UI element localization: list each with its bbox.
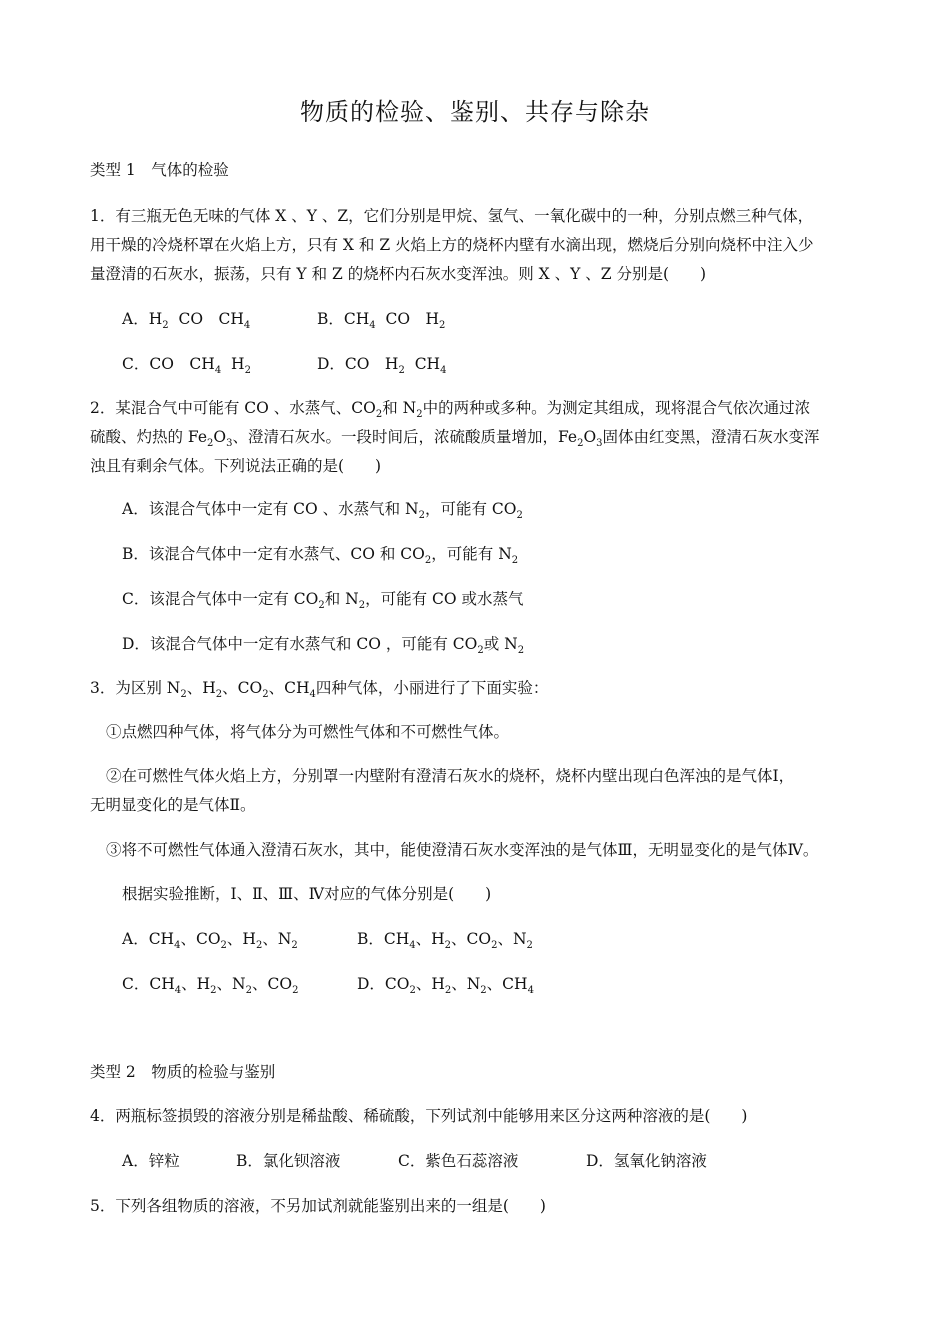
q1-option-c: C．CO $CH_4$ $H_2$: [122, 355, 251, 376]
section-heading-2: 类型 2 物质的检验与鉴别: [90, 1063, 276, 1081]
q1-options-row-1: [122, 305, 902, 334]
q2-line-1: 2．某混合气中可能有 CO 、水蒸气、$CO_2$和 $N_2$中的两种或多种。为测定其组成，现将混合气依次通过浓: [90, 399, 811, 420]
q4-option-d: D．氢氧化钠溶液: [586, 1152, 707, 1170]
q2-line-3: 浊且有剩余气体。下列说法正确的是( ): [90, 457, 382, 475]
q4-option-c: C．紫色石蕊溶液: [398, 1152, 519, 1170]
q4-option-a: A．锌粒: [122, 1152, 180, 1170]
q1-option-d: D．CO $H_2$ $CH_4$: [316, 355, 447, 376]
q3-option-c: C．$CH_4$、$H_2$、$N_2$、$CO_2$: [122, 975, 299, 996]
q3-step-3: ③将不可燃性气体通入澄清石灰水，其中，能使澄清石灰水变浑浊的是气体Ⅲ，无明显变化的是气体Ⅳ。: [106, 841, 819, 859]
q2-option-c: C．该混合气体中一定有 $CO_2$和 $N_2$，可能有 CO 或水蒸气: [122, 590, 524, 611]
q3-options-row-2: [122, 970, 902, 999]
q1-option-a: A．$H_2$ CO $CH_4$: [122, 310, 251, 331]
q3-option-a: A．$CH_4$、$CO_2$、$H_2$、$N_2$: [122, 930, 298, 951]
q4-options: [122, 1147, 902, 1176]
q3-line-1: 3．为区别 $N_2$、$H_2$、$CO_2$、$CH_4$四种气体，小丽进行了下面实验：: [90, 679, 549, 700]
q4-option-b: B．氯化钡溶液: [236, 1152, 341, 1170]
q1-options-row-2: [122, 350, 902, 379]
q2-option-b: B．该混合气体中一定有水蒸气、CO 和 $CO_2$，可能有 $N_2$: [122, 545, 519, 566]
q2-option-d: D．该混合气体中一定有水蒸气和 CO ，可能有 $CO_2$或 $N_2$: [122, 635, 525, 656]
q3-options-row-1: [122, 925, 902, 954]
q1-line-2: 用干燥的冷烧杯罩在火焰上方，只有 X 和 Z 火焰上方的烧杯内壁有水滴出现，燃烧后分别向烧杯中注入少: [90, 236, 814, 254]
q3-step-1: ①点燃四种气体，将气体分为可燃性气体和不可燃性气体。: [106, 723, 510, 741]
document-title: 物质的检验、鉴别、共存与除杂: [300, 98, 650, 126]
q1-line-3: 量澄清的石灰水，振荡，只有 Y 和 Z 的烧杯内石灰水变浑浊。则 X 、Y 、Z 分别是( ): [90, 265, 707, 283]
q4-stem: 4．两瓶标签损毁的溶液分别是稀盐酸、稀硫酸，下列试剂中能够用来区分这两种溶液的是( ): [90, 1107, 748, 1125]
q3-step-2-line-1: ②在可燃性气体火焰上方，分别罩一内壁附有澄清石灰水的烧杯，烧杯内壁出现白色浑浊的是气体Ⅰ，: [106, 767, 795, 785]
q5-stem: 5．下列各组物质的溶液，不另加试剂就能鉴别出来的一组是( ): [90, 1197, 546, 1215]
q3-option-b: B．$CH_4$、$H_2$、$CO_2$、$N_2$: [356, 930, 533, 951]
q3-option-d: D．$CO_2$、$H_2$、$N_2$、$CH_4$: [356, 975, 534, 996]
q1-line-1: 1．有三瓶无色无味的气体 X 、Y 、Z，它们分别是甲烷、氢气、一氧化碳中的一种，分别点燃三种气体，: [90, 207, 814, 225]
q2-option-a: A．该混合气体中一定有 CO 、水蒸气和 $N_2$，可能有 $CO_2$: [122, 500, 523, 521]
q1-option-b: B．$CH_4$ CO $H_2$: [316, 310, 446, 331]
q2-line-2: 硫酸、灼热的 $Fe_2O_3$、澄清石灰水。一段时间后，浓硫酸质量增加，$Fe_2O_3$固体由红变黑，澄清石灰水变浑: [90, 428, 820, 449]
q3-step-2-line-2: 无明显变化的是气体Ⅱ。: [90, 796, 256, 814]
q3-question: 根据实验推断，Ⅰ、Ⅱ、Ⅲ、Ⅳ对应的气体分别是( ): [122, 885, 492, 903]
section-heading-1: 类型 1 气体的检验: [90, 161, 229, 179]
